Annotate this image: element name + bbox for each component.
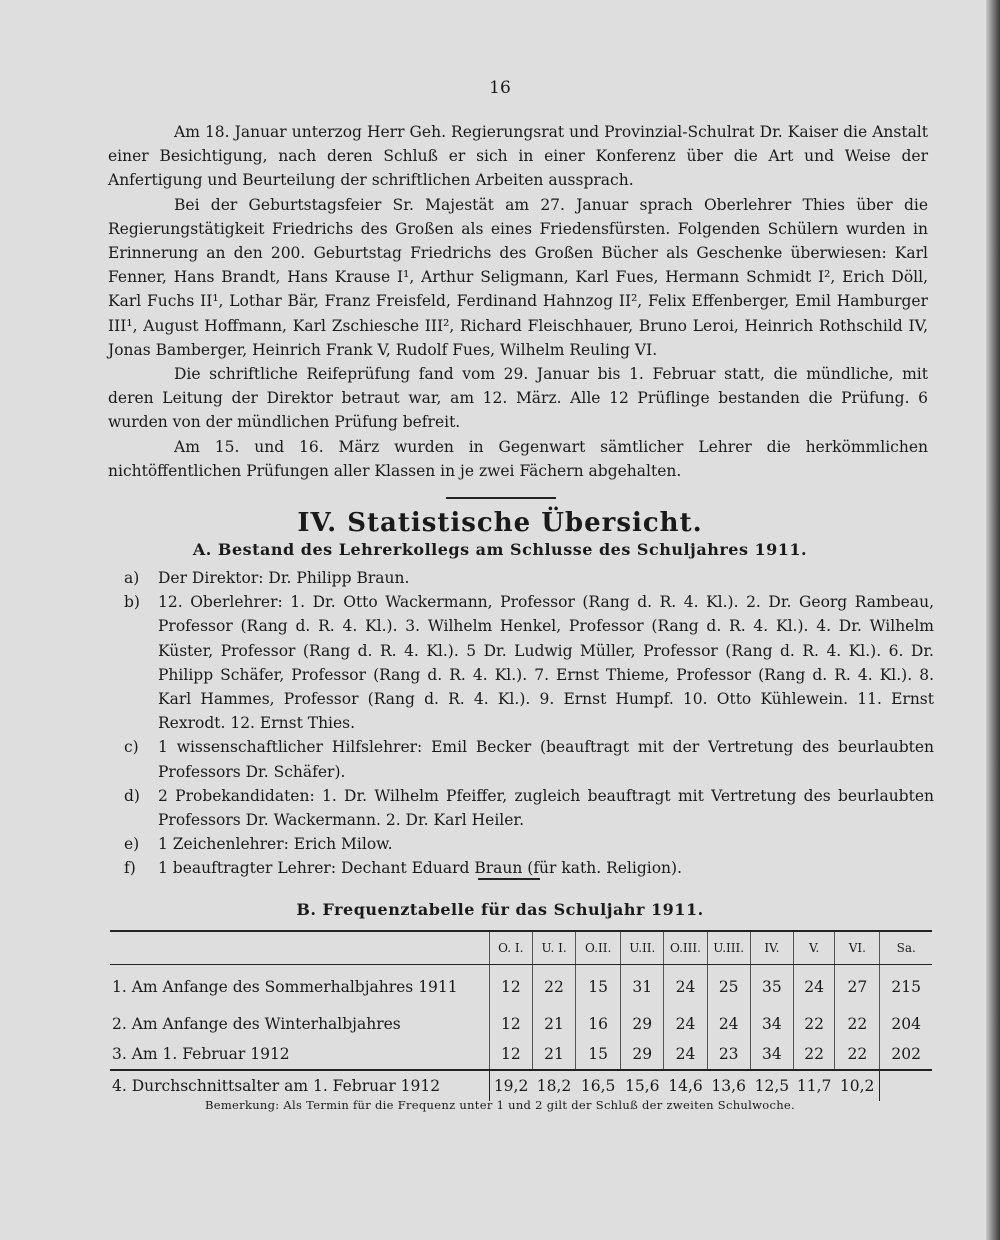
- staff-item-religion: [124, 856, 934, 880]
- row-label: 1. Am Anfange des Sommerhalbjahres 1911: [112, 977, 458, 996]
- table-cell: 31: [621, 965, 664, 1009]
- table-cell: 11,7: [793, 1070, 834, 1101]
- section-heading: IV. Statistische Übersicht.: [297, 508, 703, 538]
- table-cell: 15,6: [621, 1070, 664, 1101]
- staff-item-director: [124, 566, 934, 590]
- table-cell: 27: [835, 965, 880, 1009]
- table-cell: 202: [880, 1039, 932, 1070]
- staff-item-text: 1 wissenschaftlicher Hilfslehrer: Emil Becker (beauftragt mit der Vertretung des beurlaubten Professors Dr. Schäfer).: [158, 738, 934, 781]
- page-edge-shadow: [986, 0, 1000, 1240]
- table-cell: 34: [750, 1009, 793, 1039]
- table-cell: 34: [750, 1039, 793, 1070]
- staff-item-hilfslehrer: [124, 735, 934, 783]
- table-cell: 12: [489, 965, 532, 1009]
- staff-item-label: a): [124, 569, 140, 587]
- table-cell: 22: [835, 1039, 880, 1070]
- row-label: 2. Am Anfange des Winterhalbjahres: [112, 1014, 401, 1033]
- table-cell: 12: [489, 1039, 532, 1070]
- table-header-cell: O.III.: [664, 931, 707, 965]
- table-cell: 22: [835, 1009, 880, 1039]
- table-row-average-age: [110, 1070, 932, 1101]
- staff-item-text: 1 beauftragter Lehrer: Dechant Eduard Braun (für kath. Religion).: [158, 859, 682, 878]
- table-cell: 21: [532, 1039, 575, 1070]
- table-header-cell: U. I.: [532, 931, 575, 965]
- staff-item-text: 1 Zeichenlehrer: Erich Milow.: [158, 835, 393, 854]
- staff-item-label: e): [124, 835, 140, 854]
- table-cell: 14,6: [664, 1070, 707, 1101]
- paragraph-class-exams: Am 15. und 16. März wurden in Gegenwart sämtlicher Lehrer die herkömmlichen nichtöffentlichen Prüfungen aller Klassen in je zwei Fächern abgehalten.: [108, 437, 928, 480]
- paragraph-birthday: Bei der Geburtstagsfeier Sr. Majestät am 27. Januar sprach Oberlehrer Thies über die Regierungstätigkeit Friedrichs des Großen als eines Friedensfürsten. Folgenden Schülern wurden in Erinnerung an den 200. Geburtstag Friedrichs des Großen Bücher als Geschenke überwiesen: Karl Fenner, Hans Brandt, Hans Krause I¹, Arthur Seligmann, Karl Fues, Hermann Schmidt I², Erich Döll, Karl Fuchs II¹, Lothar Bär, Franz Freisfeld, Ferdinand Hahnzog II², Felix Effenberger, Emil Hamburger III¹, August Hoffmann, Karl Zschiesche III², Richard Fleischhauer, Bruno Leroi, Heinrich Rothschild IV, Jonas Bamberger, Heinrich Frank V, Rudolf Fues, Wilhelm Reuling VI.: [108, 195, 928, 359]
- table-cell: 35: [750, 965, 793, 1009]
- table-header-cell: IV.: [750, 931, 793, 965]
- table-cell: 16: [576, 1009, 621, 1039]
- staff-item-text: 2 Probekandidaten: 1. Dr. Wilhelm Pfeiffer, zugleich beauftragt mit Vertretung des beurlaubten Professors Dr. Wackermann. 2. Dr. Karl Heiler.: [158, 786, 934, 830]
- table-header-cell: V.: [793, 931, 834, 965]
- table-row: [110, 1039, 932, 1070]
- row-label: 4. Durchschnittsalter am 1. Februar 1912: [110, 1070, 489, 1101]
- table-cell: 15: [576, 1039, 621, 1070]
- table-header-cell: U.III.: [707, 931, 750, 965]
- staff-item-text: 12. Oberlehrer: 1. Dr. Otto Wackermann, Professor (Rang d. R. 4. Kl.). 2. Dr. Georg Rambeau, Professor (Rang d. R. 4. Kl.). 3. Wilhelm Henkel, Professor (Rang d. R. 4. Kl.). 4. Dr. Wilhelm Küster, Professor (Rang d. R. 4. Kl.). 5 Dr. Ludwig Müller, Professor (Rang d. R. 4. Kl.). 6. Dr. Philipp Schäfer, Professor (Rang d. R. 4. Kl.). 7. Ernst Thieme, Professor (Rang d. R. 4. Kl.). 8. Karl Hammes, Professor (Rang d. R. 4. Kl.). 9. Ernst Humpf. 10. Otto Kühlewein. 11. Ernst Rexrodt. 12. Ernst Thies.: [158, 593, 934, 733]
- table-header-blank: [110, 931, 489, 965]
- table-cell: 22: [793, 1009, 834, 1039]
- table-cell: 29: [621, 1039, 664, 1070]
- table-cell: 10,2: [835, 1070, 880, 1101]
- table-cell: 16,5: [576, 1070, 621, 1101]
- table-cell: 19,2: [489, 1070, 532, 1101]
- table-cell: 22: [532, 965, 575, 1009]
- paragraph-inspection: Am 18. Januar unterzog Herr Geh. Regierungsrat und Provinzial-Schulrat Dr. Kaiser die Anstalt einer Besichtigung, nach deren Schluß er sich in einer Konferenz über die Art und Weise der Anfertigung und Beurteilung der schriftlichen Arbeiten aussprach.: [108, 123, 928, 190]
- paragraph-exam: Die schriftliche Reifeprüfung fand vom 29. Januar bis 1. Februar statt, die mündliche, mit deren Leitung der Direktor betraut war, am 12. März. Alle 12 Prüflinge bestanden die Prüfung. 6 wurden von der mündlichen Prüfung befreit.: [108, 365, 928, 432]
- staff-item-label: f): [124, 859, 136, 878]
- table-cell: 24: [707, 1009, 750, 1039]
- staff-item-label: d): [124, 786, 140, 805]
- table-row: [110, 1009, 932, 1039]
- table-header-cell: U.II.: [621, 931, 664, 965]
- table-header-cell: O.II.: [576, 931, 621, 965]
- staff-item-label: b): [124, 593, 140, 612]
- table-footnote: Bemerkung: Als Termin für die Frequenz unter 1 und 2 gilt der Schluß der zweiten Schulwoche.: [204, 1098, 795, 1112]
- staff-item-zeichenlehrer: [124, 832, 934, 856]
- table-cell: 13,6: [707, 1070, 750, 1101]
- intro-text: [108, 120, 928, 483]
- staff-item-label: c): [124, 738, 139, 757]
- table-cell: 24: [664, 1009, 707, 1039]
- table-cell: 25: [707, 965, 750, 1009]
- section-divider: [446, 497, 556, 499]
- page-number: 16: [489, 78, 511, 98]
- table-cell: [880, 1070, 932, 1101]
- row-label: 3. Am 1. Februar 1912: [112, 1044, 290, 1063]
- table-row: [110, 965, 932, 1009]
- table-cell: 12: [489, 1009, 532, 1039]
- table-cell: 215: [880, 965, 932, 1009]
- table-header-cell: O. I.: [489, 931, 532, 965]
- table-cell: 21: [532, 1009, 575, 1039]
- table-cell: 23: [707, 1039, 750, 1070]
- staff-item-text: Der Direktor: Dr. Philipp Braun.: [158, 569, 410, 587]
- table-cell: 29: [621, 1009, 664, 1039]
- staff-item-oberlehrer: [124, 590, 934, 735]
- frequency-table: [110, 930, 932, 1101]
- subsection-a-heading: A. Bestand des Lehrerkollegs am Schlusse des Schuljahres 1911.: [192, 540, 808, 559]
- subsection-divider: [478, 878, 540, 880]
- table-cell: 24: [664, 1039, 707, 1070]
- table-cell: 24: [793, 965, 834, 1009]
- table-cell: 24: [664, 965, 707, 1009]
- table-header-cell: Sa.: [880, 931, 932, 965]
- staff-list: [124, 566, 934, 881]
- table-cell: 15: [576, 965, 621, 1009]
- table-cell: 22: [793, 1039, 834, 1070]
- table-header-cell: VI.: [835, 931, 880, 965]
- table-cell: 12,5: [750, 1070, 793, 1101]
- table-header-row: [110, 931, 932, 965]
- table-cell: 18,2: [532, 1070, 575, 1101]
- table-cell: 204: [880, 1009, 932, 1039]
- staff-item-probekandidaten: [124, 784, 934, 832]
- subsection-b-heading: B. Frequenztabelle für das Schuljahr 1911.: [296, 900, 704, 919]
